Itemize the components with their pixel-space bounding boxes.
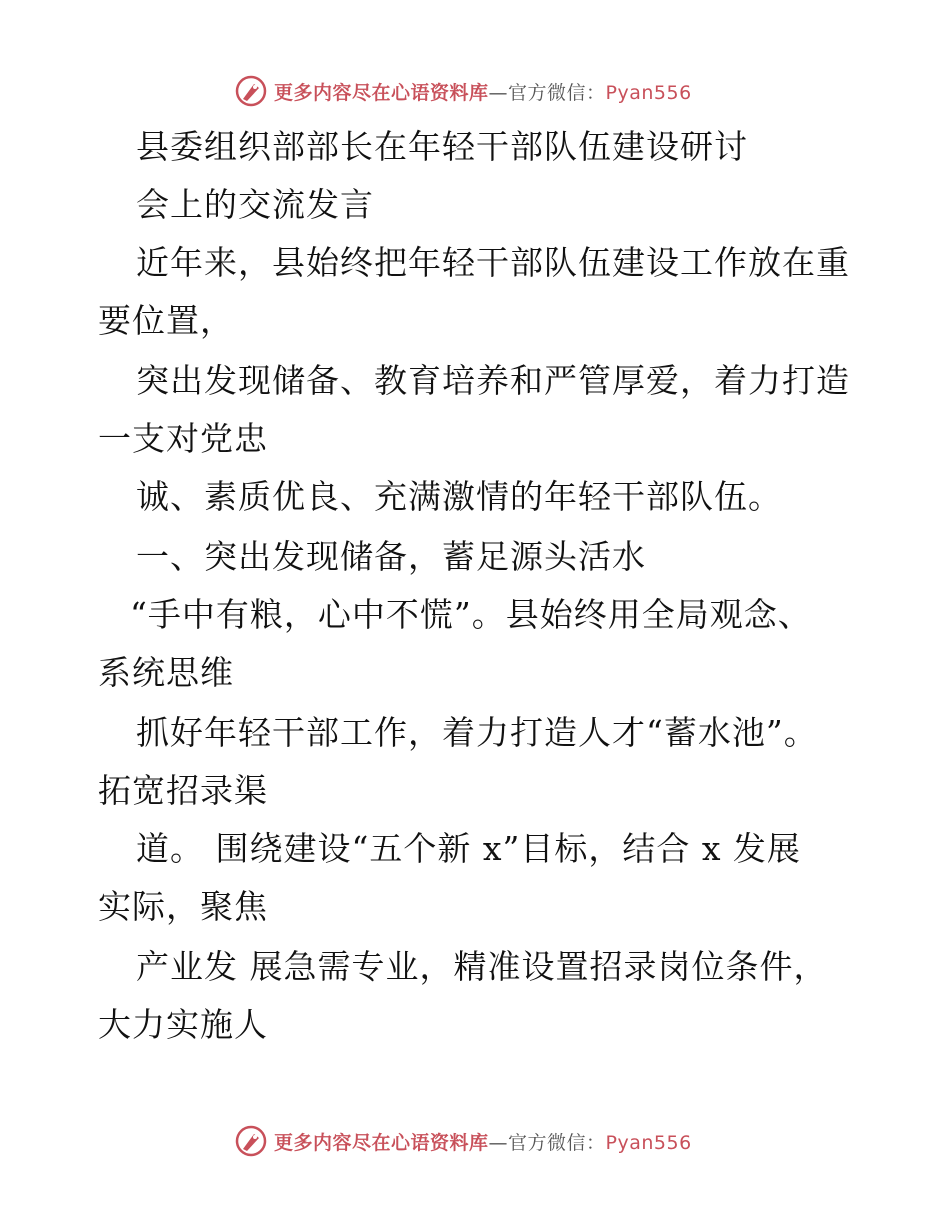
doc-line: 突出发现储备、教育培养和严管厚爱，着力打造 xyxy=(136,361,850,400)
doc-line: 要位置， xyxy=(98,301,234,340)
doc-line: 拓宽招录渠 xyxy=(98,771,268,810)
pen-nib-logo-icon xyxy=(234,1124,268,1158)
doc-line: 抓好年轻干部工作，着力打造人才“蓄水池”。 xyxy=(136,713,818,752)
doc-line: 产业发 展急需专业，精准设置招录岗位条件， xyxy=(136,947,828,986)
doc-line: 大力实施人 xyxy=(98,1005,268,1044)
doc-line: “手中有粮，心中不慌”。县始终用全局观念、 xyxy=(130,595,812,634)
doc-line: 近年来，县始终把年轻干部队伍建设工作放在重 xyxy=(136,243,850,282)
watermark-dash: — xyxy=(488,1131,509,1154)
watermark-wechat-id: Pyan556 xyxy=(605,1131,692,1154)
watermark-main-text: 更多内容尽在心语资料库 xyxy=(274,1131,489,1154)
doc-line: 诚、素质优良、充满激情的年轻干部队伍。 xyxy=(136,477,782,516)
doc-title-line-1: 县委组织部部长在年轻干部队伍建设研讨 xyxy=(136,127,748,166)
pen-nib-logo-icon xyxy=(234,74,268,108)
footer-watermark xyxy=(234,1123,754,1159)
header-watermark xyxy=(234,73,754,109)
doc-title-line-2: 会上的交流发言 xyxy=(136,185,374,224)
watermark-dash: — xyxy=(488,81,509,104)
doc-section-heading: 一、突出发现储备，蓄足源头活水 xyxy=(136,537,646,576)
watermark-wechat-label: 官方微信： xyxy=(508,1131,606,1154)
doc-line: 系统思维 xyxy=(98,653,234,692)
doc-line: 一支对党忠 xyxy=(98,419,268,458)
watermark-main-text: 更多内容尽在心语资料库 xyxy=(274,81,489,104)
watermark-wechat-id: Pyan556 xyxy=(605,81,692,104)
doc-line: 道。 围绕建设“五个新 x”目标，结合 x 发展 xyxy=(136,829,801,868)
watermark-wechat-label: 官方微信： xyxy=(508,81,606,104)
doc-line: 实际，聚焦 xyxy=(98,887,268,926)
